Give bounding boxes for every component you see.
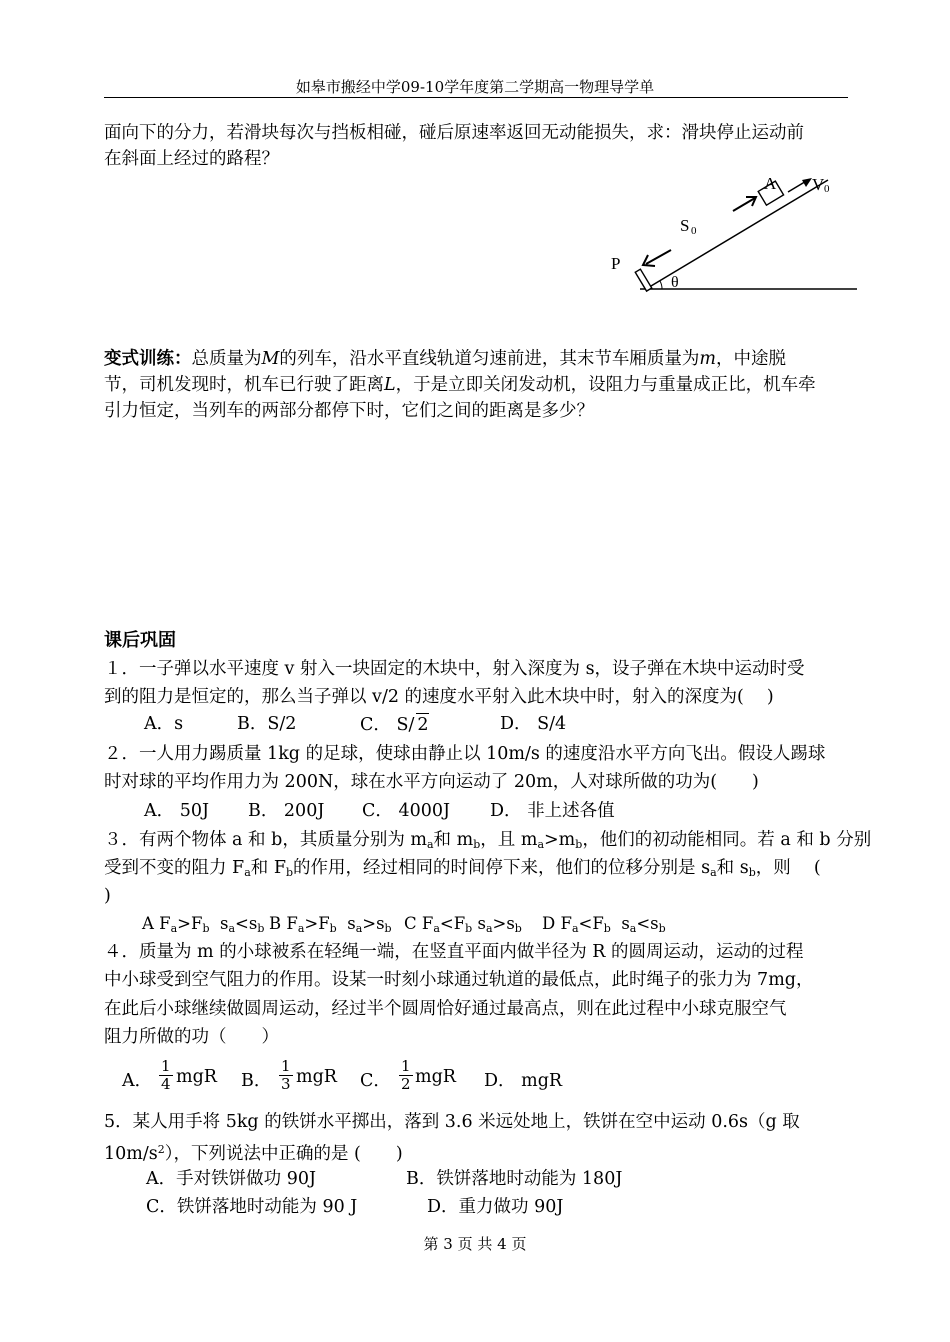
q3-line-1: ３．有两个物体 a 和 b，其质量分别为 $m_a$和 $m_b$，且 $m_a>m_b$，他们的初动能相同。若 a 和 b 分别 [104,830,872,851]
q4-line-1: ４．质量为 m 的小球被系在轻绳一端，在竖直平面内做半径为 R 的圆周运动，运动的过程 [104,942,804,962]
review-heading: 课后巩固 [104,630,176,651]
q3-option-d: D $F_a<F_b$ $s_a<s_b$ [542,914,666,935]
label-p: P [611,254,621,273]
q2-option-b: B． 200J [248,801,325,821]
q3-option-c: C $F_a<F_b$ $s_a>s_b$ [404,914,522,935]
q3-line-2: 受到不变的阻力 $F_a$和 $F_b$的作用，经过相同的时间停下来，他们的位移分别是 $s_a$和 $s_b$，则 ( [104,858,821,879]
q2-option-c: C． 4000J [362,801,451,821]
q1-option-a: A．s [144,714,184,734]
q4-option-b-fraction: $\frac{1}{3}$ [281,1057,291,1093]
q4-option-b-label: B． [241,1071,272,1091]
q5-line-2: $10m/s^2$），下列说法中正确的是 ( ) [104,1143,403,1164]
q2-option-a: A． 50J [144,801,209,821]
q3-line-3: ) [104,886,111,906]
label-s-sub: 0 [691,225,697,237]
label-s: S [680,216,690,235]
incline-figure [600,168,862,296]
label-a: A [764,174,777,193]
q4-line-3: 在此后小球继续做圆周运动，经过半个圆周恰好通过最高点，则在此过程中小球克服空气 [104,999,787,1019]
q5-option-a: A．手对铁饼做功 90J [146,1169,316,1189]
q3-option-b: B $F_a>F_b$ $s_a>s_b$ [269,914,392,935]
q4-option-a-label: A． [122,1071,153,1091]
q4-option-c-label: C． [360,1071,391,1091]
intro-line-1: 面向下的分力，若滑块每次与挡板相碰，碰后原速率返回无动能损失，求：滑块停止运动前 [104,123,804,143]
intro-line-2: 在斜面上经过的路程？ [104,149,279,169]
q5-option-d: D．重力做功 90J [427,1197,564,1217]
page-footer: 第 3 页 共 4 页 [423,1235,527,1253]
q1-option-c: C． S/ 2 [360,715,429,735]
q4-option-c-fraction: $\frac{1}{2}$ [401,1057,411,1093]
q1-option-b: B．S/2 [237,714,297,734]
variant-heading: 变式训练： [104,349,192,369]
q4-line-4: 阻力所做的功（ ） [104,1027,279,1047]
header-rule [104,97,848,98]
variant-line-3: 引力恒定，当列车的两部分都停下时，它们之间的距离是多少？ [104,401,594,421]
q4-line-2: 中小球受到空气阻力的作用。设某一时刻小球通过轨道的最低点，此时绳子的张力为 7mg， [104,970,814,990]
q2-line-1: ２．一人用力踢质量 1kg 的足球，使球由静止以 10m/s 的速度沿水平方向飞出。假设人踢球 [104,744,826,764]
q1-option-d: D． S/4 [500,714,567,734]
variant-line-2: 节，司机发现时，机车已行驶了距离L，于是立即关闭发动机，设阻力与重量成正比，机车牵 [104,375,816,395]
q1-line-2: 到的阻力是恒定的，那么当子弹以 v/2 的速度水平射入此木块中时，射入的深度为( ) [104,687,774,707]
q5-option-c: C．铁饼落地时动能为 90 J [146,1197,358,1217]
q4-option-a-fraction: $\frac{1}{4}$ [161,1057,171,1093]
q4-options: A． $\frac{1}{4}$ mgR B． $\frac{1}{3}$ mgR C． $\frac{1}{2}$ mgR D． mgR [122,1057,563,1093]
variant-line-1: 变式训练：总质量为M的列车，沿水平直线轨道匀速前进，其末节车厢质量为m，中途脱 [104,349,787,369]
q2-line-2: 时对球的平均作用力为 200N，球在水平方向运动了 20m，人对球所做的功为( ) [104,772,759,792]
q2-option-d: D． 非上述各值 [490,801,615,821]
label-v: V [812,175,825,194]
page-header: 如皋市搬经中学09-10学年度第二学期高一物理导学单 [295,78,655,96]
q1-line-1: １．一子弹以水平速度 v 射入一块固定的木块中，射入深度为 s，设子弹在木块中运动时受 [104,659,805,679]
q3-option-a: A $F_a>F_b$ $s_a<s_b$ [142,914,265,935]
q5-line-1: 5．某人用手将 5kg 的铁饼水平掷出，落到 3.6 米远处地上，铁饼在空中运动 0.6s（g 取 [104,1112,800,1132]
label-theta: θ [671,274,679,291]
q4-option-d: D． mgR [484,1071,563,1091]
label-v-sub: 0 [824,183,830,195]
q5-option-b: B．铁饼落地时动能为 180J [406,1169,623,1189]
